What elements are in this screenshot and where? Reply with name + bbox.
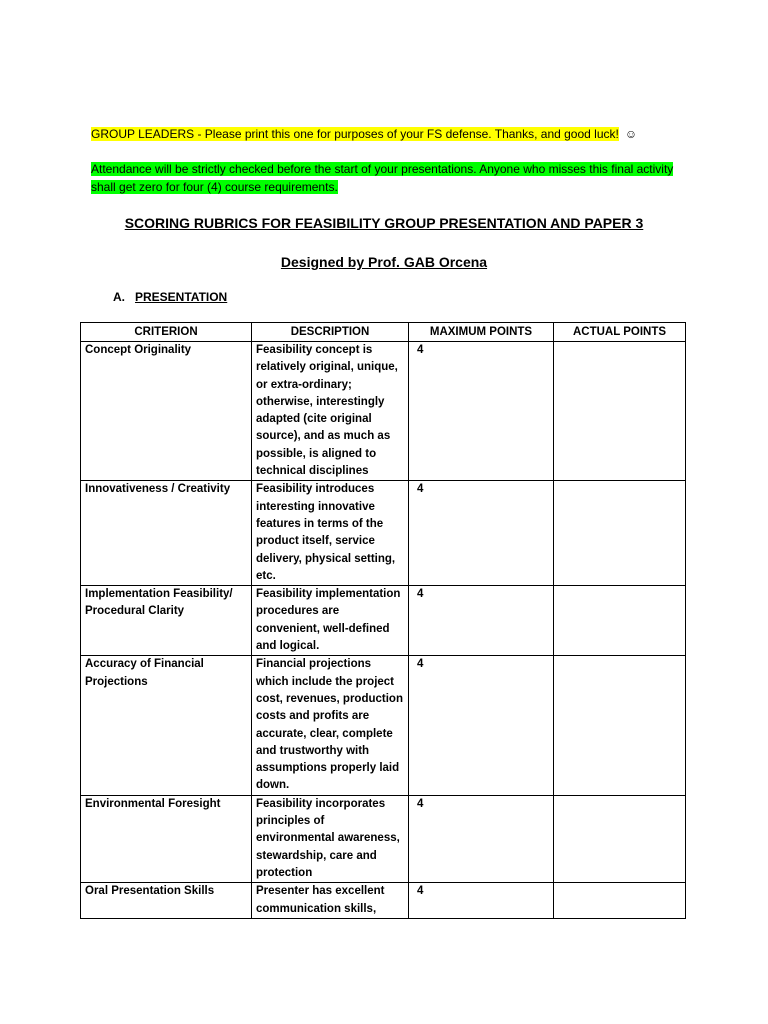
max-points-cell: 4 — [409, 795, 554, 882]
rubric-table — [80, 322, 686, 919]
description-cell: Feasibility concept is relatively original, unique, or extra-ordinary; otherwise, interestingly adapted (cite original source), and as much as possible, is aligned to technical disciplines — [252, 342, 409, 481]
actual-points-cell[interactable] — [554, 586, 686, 656]
table-row — [81, 342, 686, 481]
table-row — [81, 481, 686, 586]
criterion-cell: Oral Presentation Skills — [81, 883, 252, 919]
max-points-cell: 4 — [409, 883, 554, 919]
table-row — [81, 883, 686, 919]
header-maximum-points: MAXIMUM POINTS — [409, 323, 554, 342]
actual-points-cell[interactable] — [554, 342, 686, 481]
actual-points-cell[interactable] — [554, 656, 686, 795]
description-cell: Feasibility introduces interesting innovative features in terms of the product itself, service delivery, physical setting, etc. — [252, 481, 409, 586]
header-criterion: CRITERION — [81, 323, 252, 342]
description-cell: Presenter has excellent communication skills, — [252, 883, 409, 919]
criterion-cell: Environmental Foresight — [81, 795, 252, 882]
header-description: DESCRIPTION — [252, 323, 409, 342]
max-points-cell: 4 — [409, 342, 554, 481]
description-cell: Feasibility implementation procedures are convenient, well-defined and logical. — [252, 586, 409, 656]
smiley-icon: ☺ — [624, 127, 638, 141]
criterion-cell: Implementation Feasibility/ Procedural Clarity — [81, 586, 252, 656]
description-cell: Financial projections which include the project cost, revenues, production costs and profits are accurate, clear, complete and trustworthy with assumptions properly laid down. — [252, 656, 409, 795]
actual-points-cell[interactable] — [554, 795, 686, 882]
actual-points-cell[interactable] — [554, 481, 686, 586]
table-row — [81, 656, 686, 795]
document-title: SCORING RUBRICS FOR FEASIBILITY GROUP PRESENTATION AND PAPER 3 — [124, 215, 644, 231]
table-row — [81, 795, 686, 882]
group-leaders-text: GROUP LEADERS - Please print this one for purposes of your FS defense. Thanks, and good luck! — [91, 127, 619, 141]
max-points-cell: 4 — [409, 586, 554, 656]
section-heading — [113, 290, 227, 304]
table-header-row — [81, 323, 686, 342]
attendance-notice — [91, 160, 676, 196]
table-row — [81, 586, 686, 656]
designer-line: Designed by Prof. GAB Orcena — [280, 254, 488, 270]
attendance-text: Attendance will be strictly checked before the start of your presentations. Anyone who misses this final activity shall get zero for four (4) course requirements. — [91, 162, 674, 194]
max-points-cell: 4 — [409, 481, 554, 586]
criterion-cell: Concept Originality — [81, 342, 252, 481]
group-leaders-notice — [91, 125, 671, 143]
criterion-cell: Innovativeness / Creativity — [81, 481, 252, 586]
max-points-cell: 4 — [409, 656, 554, 795]
header-actual-points: ACTUAL POINTS — [554, 323, 686, 342]
actual-points-cell[interactable] — [554, 883, 686, 919]
criterion-cell: Accuracy of Financial Projections — [81, 656, 252, 795]
description-cell: Feasibility incorporates principles of environmental awareness, stewardship, care and protection — [252, 795, 409, 882]
section-letter: A. — [113, 290, 125, 304]
section-name: PRESENTATION — [135, 290, 228, 304]
